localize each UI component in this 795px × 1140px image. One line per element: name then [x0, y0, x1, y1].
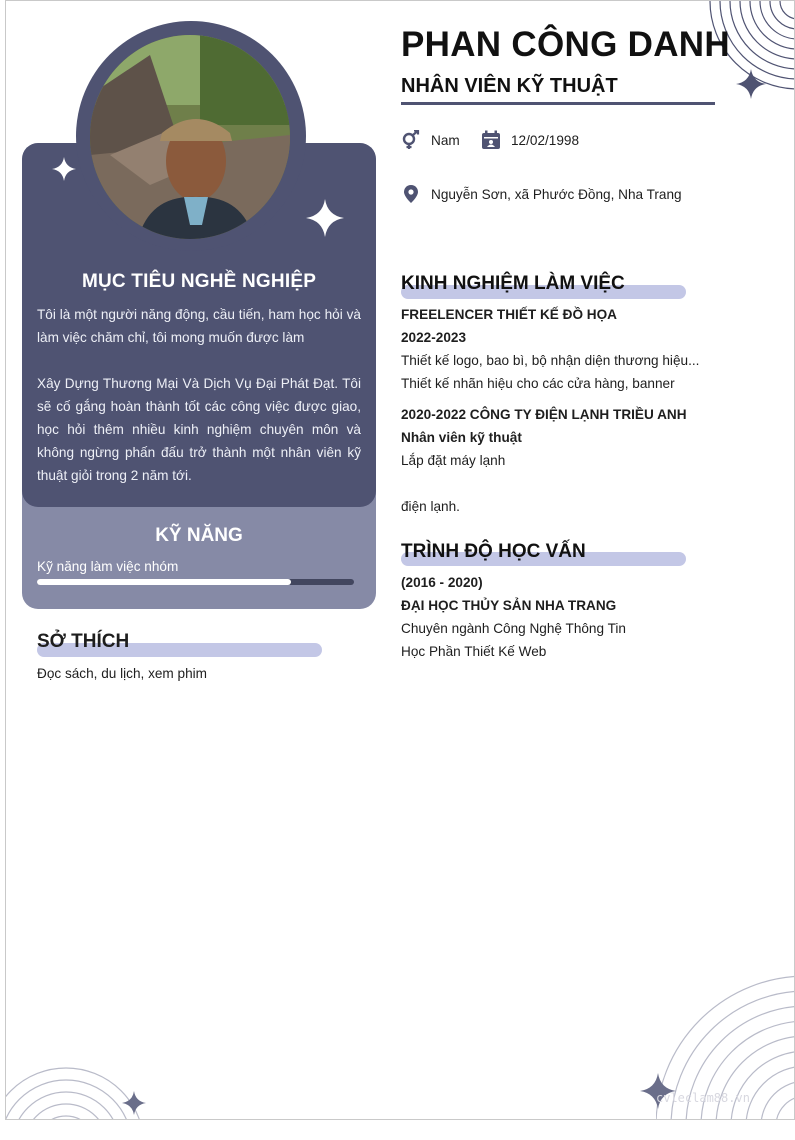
job2-desc: Lắp đặt máy lạnh	[401, 453, 506, 468]
sparkle-star-icon	[736, 69, 766, 99]
hobbies-title: SỞ THÍCH	[37, 631, 130, 652]
objective-title: MỤC TIÊU NGHỀ NGHIỆP	[81, 271, 317, 292]
gender-value: Nam	[431, 132, 460, 148]
education-period: (2016 - 2020)	[401, 575, 483, 590]
candidate-name: PHAN CÔNG DANH	[401, 25, 730, 64]
birthday-info	[481, 130, 579, 150]
skill-level-bar	[37, 579, 354, 585]
skills-title: KỸ NĂNG	[155, 525, 243, 546]
sparkle-star-icon	[122, 1091, 146, 1115]
job-title: NHÂN VIÊN KỸ THUẬT	[401, 75, 618, 97]
job1-desc: Thiết kế logo, bao bì, bộ nhận diện thương hiệu...	[401, 353, 700, 368]
calendar-icon	[481, 130, 501, 150]
education-major: Chuyên ngành Công Nghệ Thông Tin	[401, 621, 626, 636]
job1-company: FREELENCER THIẾT KẾ ĐỒ HỌA	[401, 307, 617, 322]
address-info	[401, 184, 682, 204]
education-school: ĐẠI HỌC THỦY SẢN NHA TRANG	[401, 598, 617, 613]
gender-icon	[401, 130, 421, 150]
sparkle-star-icon	[52, 157, 76, 181]
objective-text	[37, 303, 361, 487]
birthday-value: 12/02/1998	[511, 132, 580, 148]
experience-title: KINH NGHIỆM LÀM VIỆC	[401, 273, 625, 294]
location-icon	[401, 184, 421, 204]
sparkle-star-icon	[306, 199, 344, 237]
job1-period: 2022-2023	[401, 330, 467, 345]
gender-info	[401, 130, 460, 150]
address-value: Nguyễn Sơn, xã Phước Đồng, Nha Trang	[431, 186, 682, 202]
job2-desc: điện lạnh.	[401, 499, 460, 514]
job1-desc: Thiết kế nhãn hiệu cho các cửa hàng, banner	[401, 376, 675, 391]
education-module: Học Phần Thiết Kế Web	[401, 644, 547, 659]
objective-paragraph: Xây Dựng Thương Mại Và Dịch Vụ Đại Phát Đạt. Tôi sẽ cố gắng hoàn thành tốt các công việc được giao, học hỏi thêm nhiều kinh nghiệm chuyên môn và không ngừng phấn đấu trở thành một nhân viên kỹ thuật giỏi trong 2 năm tới.	[37, 376, 361, 483]
avatar	[90, 35, 290, 239]
job2-role: Nhân viên kỹ thuật	[401, 430, 522, 445]
hobbies-text: Đọc sách, du lịch, xem phim	[37, 666, 207, 681]
divider	[401, 102, 715, 105]
cv-page	[5, 0, 795, 1120]
objective-paragraph: Tôi là một người năng động, cầu tiến, ham học hỏi và làm việc chăm chỉ, tôi mong muốn được làm	[37, 307, 361, 345]
watermark: cvleclam88.vn	[656, 1091, 750, 1105]
skill-name: Kỹ năng làm việc nhóm	[37, 559, 179, 574]
skill-level-fill	[37, 579, 291, 585]
job2-header: 2020-2022 CÔNG TY ĐIỆN LẠNH TRIỀU ANH	[401, 407, 687, 422]
education-title: TRÌNH ĐỘ HỌC VẤN	[401, 541, 586, 562]
